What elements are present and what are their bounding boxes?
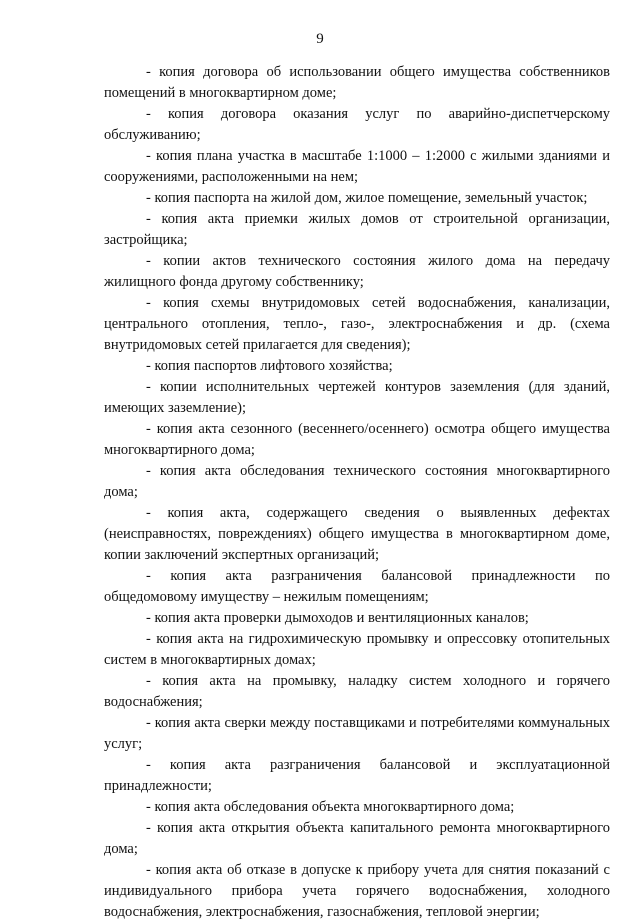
list-item: - копия акта, содержащего сведения о выявленных дефектах (неисправностях, повреждениях) общего имущества в многоквартирном доме, копии заключений экспертных организаций; xyxy=(104,505,610,563)
list-item: - копия акта об отказе в допуске к прибору учета для снятия показаний с индивидуального прибора учета горячего водоснабжения, холодного водоснабжения, электроснабжения, газоснабжения, тепловой энергии; xyxy=(104,862,610,920)
list-item: - копия договора об использовании общего имущества собственников помещений в многоквартирном доме; xyxy=(104,64,610,101)
list-item: - копия акта проверки дымоходов и вентиляционных каналов; xyxy=(146,610,529,626)
list-item: - копия паспорта на жилой дом, жилое помещение, земельный участок; xyxy=(146,190,588,206)
list-item: - копия акта разграничения балансовой и эксплуатационной принадлежности; xyxy=(104,757,610,794)
list-item: - копия акта открытия объекта капитального ремонта многоквартирного дома; xyxy=(104,820,610,857)
list-item: - копия акта на гидрохимическую промывку и опрессовку отопительных систем в многоквартирных домах; xyxy=(104,631,610,668)
list-item: - копия акта сезонного (весеннего/осеннего) осмотра общего имущества многоквартирного дома; xyxy=(104,421,610,458)
list-item: - копии актов технического состояния жилого дома на передачу жилищного фонда другому собственнику; xyxy=(104,253,610,290)
list-item: - копия акта обследования объекта многоквартирного дома; xyxy=(146,799,515,815)
document-body xyxy=(104,62,610,923)
list-item: - копия акта разграничения балансовой принадлежности по общедомовому имуществу – нежилым помещениям; xyxy=(104,568,610,605)
list-item: - копия плана участка в масштабе 1:1000 – 1:2000 с жилыми зданиями и сооружениями, расположенными на нем; xyxy=(104,148,610,185)
list-item: - копия акта сверки между поставщиками и потребителями коммунальных услуг; xyxy=(104,715,610,752)
list-item: - копия акта на промывку, наладку систем холодного и горячего водоснабжения; xyxy=(104,673,610,710)
list-item: - копия договора оказания услуг по аварийно-диспетчерскому обслуживанию; xyxy=(104,106,610,143)
list-item: - копия схемы внутридомовых сетей водоснабжения, канализации, центрального отопления, тепло-, газо-, электроснабжения и др. (схема внутридомовых сетей прилагается для сведения); xyxy=(104,295,610,353)
list-item: - копия акта приемки жилых домов от строительной организации, застройщика; xyxy=(104,211,610,248)
list-item: - копия акта обследования технического состояния многоквартирного дома; xyxy=(104,463,610,500)
page-number: 9 xyxy=(316,31,324,47)
list-item: - копии исполнительных чертежей контуров заземления (для зданий, имеющих заземление); xyxy=(104,379,610,416)
list-item: - копия паспортов лифтового хозяйства; xyxy=(146,358,393,374)
